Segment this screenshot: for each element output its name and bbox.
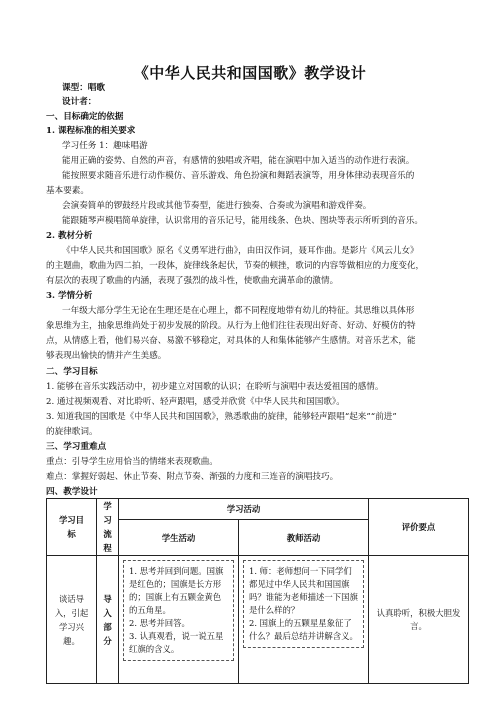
row-goal: 谈话导入，引起学习兴趣。 <box>47 556 97 684</box>
paragraph: 象思维为主，抽象思维尚处于初步发展的阶段。从行为上他们往往表现出好奇、好动、好模仿的特 <box>46 321 416 331</box>
section-heading-1: 一、目标确定的依据 <box>46 112 124 122</box>
paragraph: 《中华人民共和国国歌》原名《义勇军进行曲》，由田汉作词，聂耳作曲。是影片《风云儿女》 <box>62 246 419 256</box>
paragraph: 能按照要求随音乐进行动作模仿、音乐游戏、角色扮演和舞蹈表演等，用身体律动表现音乐的 <box>62 171 415 181</box>
paragraph: 一年级大部分学生无论在生理还是在心理上，都不同程度地带有幼儿的特征。其思维以具体形 <box>62 306 415 316</box>
header-student-activity: 学生活动 <box>119 520 239 556</box>
paragraph: 有层次的表现了歌曲的内涵，表现了强烈的战斗性，使歌曲充满革命的激情。 <box>46 276 339 286</box>
goal-item: 3. 知道我国的国歌是《中华人民共和国国歌》，熟悉歌曲的旋律，能够轻声跟唱“起来”“前进” <box>46 412 397 422</box>
course-type: 课型：唱歌 <box>62 83 105 93</box>
paragraph: 的主题曲，歌曲为四二拍，一段体，旋律线条起伏，节奏的顿挫，歌词的内容等做相应的力度变化， <box>46 261 425 271</box>
header-learning-flow: 学习流程 <box>97 499 119 556</box>
paragraph: 基本要素。 <box>46 186 89 196</box>
student-activity-text: 1. 思考并回到问题。国旗是红色的；国旗是长方形的；国旗上有五颗金黄色的五角星。 2. 思考并回答。 3. 认真观看，说一说五星红旗的含义。 <box>123 560 234 661</box>
learning-task: 学习任务 1：趣味唱游 <box>62 141 148 151</box>
section-heading-3: 三、学习重难点 <box>46 442 107 452</box>
subsection-heading: 3. 学情分析 <box>46 291 93 301</box>
section-heading-2: 二、学习目标 <box>46 367 98 377</box>
header-learning-activity: 学习活动 <box>119 499 369 520</box>
row-student-cell <box>119 556 239 684</box>
paragraph: 够表现出愉快的情并产生美感。 <box>46 351 167 361</box>
header-evaluation: 评价要点 <box>369 499 469 556</box>
key-point: 重点：引导学生应用恰当的情绪来表现歌曲。 <box>46 457 218 467</box>
teacher-activity-text: 1. 师：老师想问一下同学们都见过中华人民共和国国旗吗？谁能为老师描述一下国旗是什么样的？ 2. 国旗上的五颗星星象征了什么？最后总结并讲解含义。 <box>243 560 364 648</box>
header-teacher-activity: 教师活动 <box>239 520 369 556</box>
header-learning-goal: 学习目标 <box>47 499 97 556</box>
row-teacher-cell <box>239 556 369 684</box>
designer: 设计者： <box>62 97 97 107</box>
goal-item: 1. 能够在音乐实践活动中，初步建立对国歌的认识；在聆听与演唱中表达爱祖国的感情。 <box>46 382 384 392</box>
row-flow: 导入部分 <box>97 556 119 684</box>
difficult-point: 难点：掌握好弱起、休止节奏、附点节奏、渐强的力度和三连音的演唱技巧。 <box>46 472 339 482</box>
goal-item: 2. 通过视频观看、对比聆听、轻声跟唱，感受并欣赏《中华人民共和国国歌》。 <box>46 397 345 407</box>
subsection-heading: 1. 课程标准的相关要求 <box>46 126 136 136</box>
teaching-design-table <box>46 498 469 684</box>
subsection-heading: 2. 教材分析 <box>46 231 93 241</box>
goal-item: 的旋律歌词。 <box>46 427 98 437</box>
section-heading-4: 四、教学设计 <box>46 487 98 497</box>
paragraph: 点，从情感上看，他们易兴奋、易激不够稳定，对具体的人和集体能够产生感情。对音乐艺术，能 <box>46 336 416 346</box>
page-title: 《中华人民共和国国歌》教学设计 <box>133 64 367 82</box>
paragraph: 会演奏简单的锣鼓经片段或其他节奏型，能进行独奏、合奏或为演唱和游戏伴奏。 <box>62 201 372 211</box>
paragraph: 能跟随琴声模唱简单旋律，认识常用的音乐记号，能用线条、色块、图块等表示所听到的音乐。 <box>62 216 423 226</box>
paragraph: 能用正确的姿势、自然的声音，有感情的独唱或齐唱，能在演唱中加入适当的动作进行表演。 <box>62 156 415 166</box>
row-eval: 认真聆听，积极大胆发言。 <box>369 556 469 684</box>
